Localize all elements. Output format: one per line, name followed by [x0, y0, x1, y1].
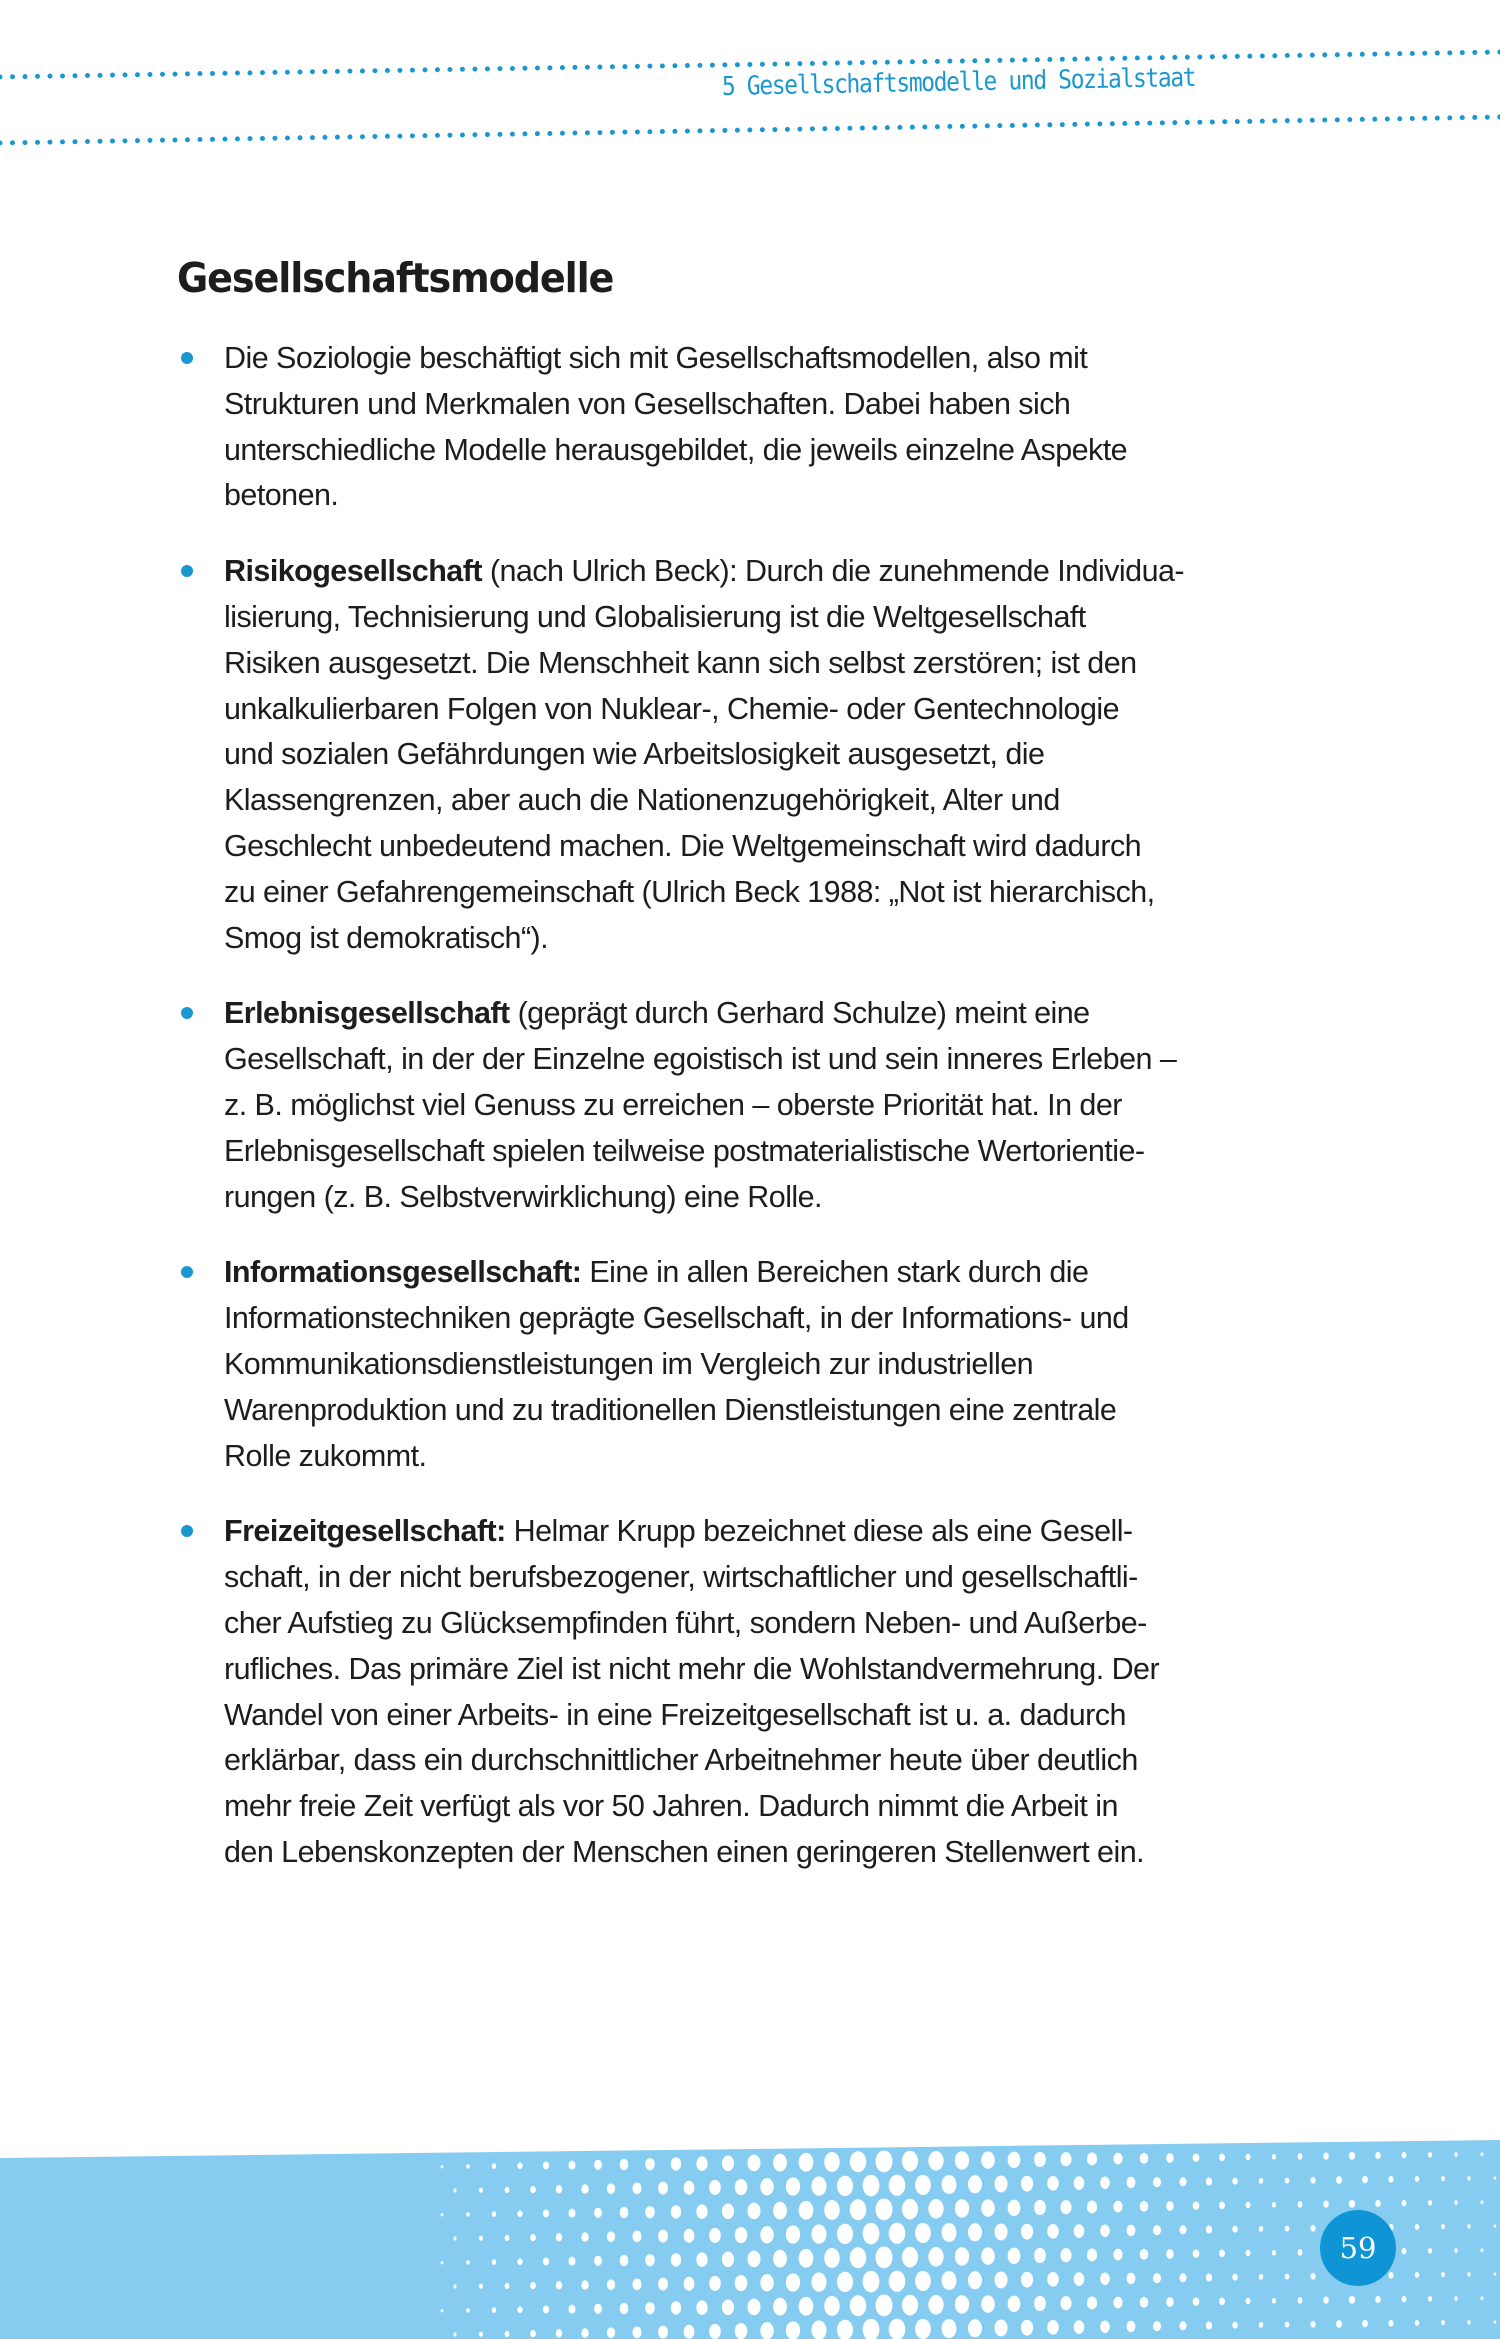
- running-head-title: 5 Gesellschaftsmodelle und Sozialstaat: [721, 62, 1196, 102]
- bullet-icon: [181, 565, 193, 577]
- item-text: Risikogesellschaft (nach Ulrich Beck): Durch die zunehmende Individua- lisierung, Technisierung und Globalisierung ist die Weltgesellschaft Risiken ausgesetzt. Die Menschheit kann sich selbst zerstören; ist den unkalkulierbaren Folgen von Nuklear-, Chemie- oder Gentechnologie und sozialen Gefährdungen wie Arbeitslosigkeit ausgesetzt, die Klassengrenzen, aber auch die Nationenzugehörigkeit, Alter und Geschlecht unbedeutend machen. Die Weltgemeinschaft wird dadurch zu einer Gefahrengemeinschaft (Ulrich Beck 1988: „Not ist hierarchisch, Smog ist demokratisch“).: [224, 554, 1184, 955]
- bullet-icon: [181, 1007, 193, 1019]
- list-item-freizeitgesellschaft: [176, 1509, 1376, 1875]
- running-header: [0, 0, 1500, 170]
- page-number-badge: 59: [1320, 2210, 1396, 2286]
- item-text: Informationsgesellschaft: Eine in allen Bereichen stark durch die Informationstechniken geprägte Gesellschaft, in der Informations- und Kommunikationsdienstleistungen im Vergleich zur industriellen Warenproduktion und zu traditionellen Dienstleistungen eine zentrale Rolle zukommt.: [224, 1255, 1129, 1473]
- bullet-icon: [181, 1525, 193, 1537]
- term-label: Freizeitgesellschaft:: [224, 1514, 506, 1549]
- list-item-risikogesellschaft: [176, 549, 1376, 961]
- halftone-dots-decoration: [0, 2130, 1500, 2339]
- footer-decoration: [0, 2130, 1500, 2339]
- list-item-intro: [176, 336, 1376, 519]
- item-text: Freizeitgesellschaft: Helmar Krupp bezeichnet diese als eine Gesell- schaft, in der nicht berufsbezogener, wirtschaftlicher und gesellschaftli- cher Aufstieg zu Glücksempfinden führt, sondern Neben- und Außerbe- rufliches. Das primäre Ziel ist nicht mehr die Wohlstandvermehrung. Der Wandel von einer Arbeits- in eine Freizeitgesellschaft ist u. a. dadurch erklärbar, dass ein durchschnittlicher Arbeitnehmer heute über deutlich mehr freie Zeit verfügt als vor 50 Jahren. Dadurch nimmt die Arbeit in den Lebenskonzepten der Menschen einen geringeren Stellenwert ein.: [224, 1514, 1160, 1869]
- item-text: Die Soziologie beschäftigt sich mit Gesellschaftsmodellen, also mit Strukturen und Merkmalen von Gesellschaften. Dabei haben sich unterschiedliche Modelle herausgebildet, die jeweils einzelne Aspekte betonen.: [224, 341, 1128, 513]
- bullet-list: [176, 336, 1376, 1906]
- bullet-icon: [181, 1266, 193, 1278]
- term-label: Informationsgesellschaft:: [224, 1255, 582, 1290]
- list-item-erlebnisgesellschaft: [176, 991, 1376, 1220]
- term-label: Risikogesellschaft: [224, 554, 482, 589]
- page-title: Gesellschaftsmodelle: [177, 254, 614, 302]
- list-item-informationsgesellschaft: [176, 1250, 1376, 1479]
- bullet-icon: [181, 352, 193, 364]
- term-label: Erlebnisgesellschaft: [224, 996, 510, 1031]
- item-text: Erlebnisgesellschaft (geprägt durch Gerhard Schulze) meint eine Gesellschaft, in der der Einzelne egoistisch ist und sein inneres Erleben – z. B. möglichst viel Genuss zu erreichen – oberste Priorität hat. In der Erlebnisgesellschaft spielen teilweise postmaterialistische Wertorientie- rungen (z. B. Selbstverwirklichung) eine Rolle.: [224, 996, 1177, 1214]
